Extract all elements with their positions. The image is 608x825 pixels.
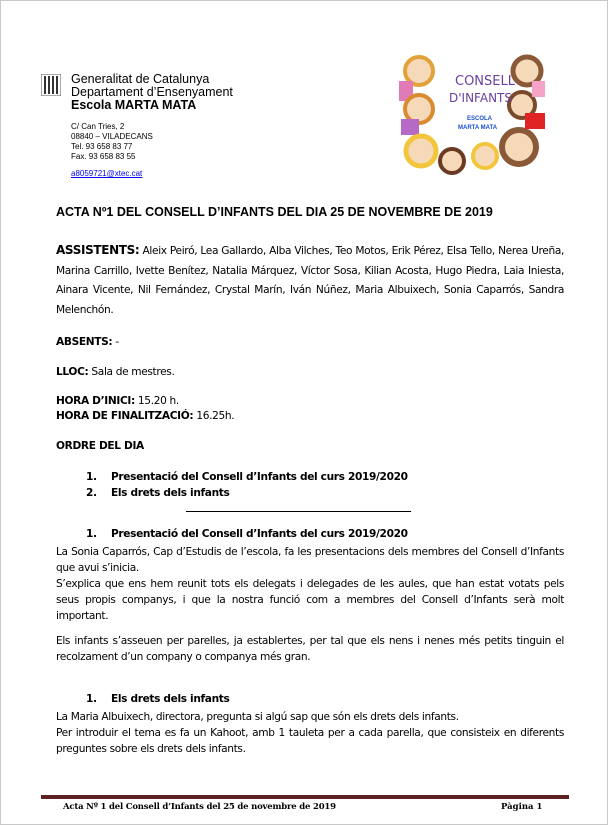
agenda-item-text: Presentació del Consell d’Infants del curs 2019/2020	[111, 471, 408, 483]
start-time-value: 15.20 h.	[137, 395, 179, 407]
end-time	[56, 410, 234, 422]
section-title: Els drets dels infants	[111, 693, 230, 705]
section-paragraph: Els infants s’asseuen per parelles, ja establertes, per tal que els nens i nenes més petits tinguin el recolzament d’un company o companya més gran.	[56, 635, 564, 663]
footer-bar	[41, 795, 569, 799]
separator-line	[186, 511, 411, 512]
address-line: 08840 – VILADECANS	[71, 132, 153, 141]
attendees	[56, 241, 564, 320]
consell-infants-logo	[397, 51, 545, 177]
section-paragraph: Per introduir el tema es fa un Kahoot, amb 1 tauleta per a cada parella, que consisteix en diferents preguntes sobre els drets dels infants.	[56, 727, 564, 755]
attendees-label: ASSISTENTS:	[56, 243, 140, 257]
section-paragraph: La Maria Albuixech, directora, pregunta si algú sap que són els drets dels infants.	[56, 711, 459, 723]
fax: Fax. 93 658 83 55	[71, 152, 136, 161]
document-title: ACTA Nº1 DEL CONSELL D’INFANTS DEL DIA 25 DE NOVEMBRE DE 2019	[56, 205, 493, 219]
section-number: 1.	[86, 693, 97, 705]
section-paragraph: S’explica que ens hem reunit tots els delegats i delegades de les aules, que han estat votats pels seus propis companys, i que la nostra funció com a membres del Consell d’Infants serà molt important.	[56, 578, 564, 622]
address-line: C/ Can Tries, 2	[71, 122, 125, 131]
location	[56, 366, 175, 378]
logo-school-2: MARTA MATA	[458, 125, 498, 131]
org-name: Generalitat de Catalunya	[71, 72, 210, 86]
absents-label: ABSENTS:	[56, 336, 113, 348]
children-illustration-icon	[397, 51, 545, 177]
start-time-label: HORA D’INICI:	[56, 395, 135, 407]
absents	[56, 336, 119, 348]
section-heading	[86, 528, 408, 540]
logo-school-1: ESCOLA	[467, 116, 493, 122]
phone: Tel. 93 658 83 77	[71, 142, 133, 151]
agenda-item	[86, 487, 229, 499]
absents-value: -	[115, 336, 119, 348]
location-label: LLOC:	[56, 366, 89, 378]
attendees-list: Aleix Peiró, Lea Gallardo, Alba Vilches, Teo Motos, Erik Pérez, Elsa Tello, Nerea Ureña, Marina Carrillo, Ivette Benítez, Natalia Márquez, Víctor Sosa, Kilian Acosta, Hugo Piedra, Laia Iniesta, Ainara Vicente, Nil Fernández, Crystal Marín, Iván Núñez, Maria Albuixech, Sonia Caparrós, Sandra Melenchón.	[56, 245, 564, 316]
footer-title: Acta Nº 1 del Consell d’Infants del 25 de novembre de 2019	[63, 802, 336, 812]
start-time	[56, 395, 179, 407]
section-title: Presentació del Consell d’Infants del curs 2019/2020	[111, 528, 408, 540]
dept-name: Departament d’Ensenyament	[71, 85, 233, 99]
agenda-item-number: 2.	[86, 487, 97, 499]
end-time-value: 16.25h.	[196, 410, 235, 422]
page-number: Pàgina 1	[501, 802, 543, 812]
location-value: Sala de mestres.	[91, 366, 175, 378]
end-time-label: HORA DE FINALITZACIÓ:	[56, 410, 194, 422]
agenda-item-number: 1.	[86, 471, 97, 483]
logo-title-2: D'INFANTS	[449, 91, 512, 105]
section-heading	[86, 693, 229, 705]
section-number: 1.	[86, 528, 97, 540]
agenda-heading: ORDRE DEL DIA	[56, 440, 144, 452]
logo-title-1: CONSELL	[455, 74, 515, 89]
agenda-item-text: Els drets dels infants	[111, 487, 230, 499]
school-name: Escola MARTA MATA	[71, 98, 197, 112]
email-link[interactable]: a8059721@xtec.cat	[71, 169, 143, 178]
section-paragraph: La Sonia Caparrós, Cap d’Estudis de l’escola, fa les presentacions dels membres del Consell d’Infants que avui s’inicia.	[56, 546, 564, 574]
agenda-item	[86, 471, 408, 483]
generalitat-crest-icon	[41, 74, 61, 96]
